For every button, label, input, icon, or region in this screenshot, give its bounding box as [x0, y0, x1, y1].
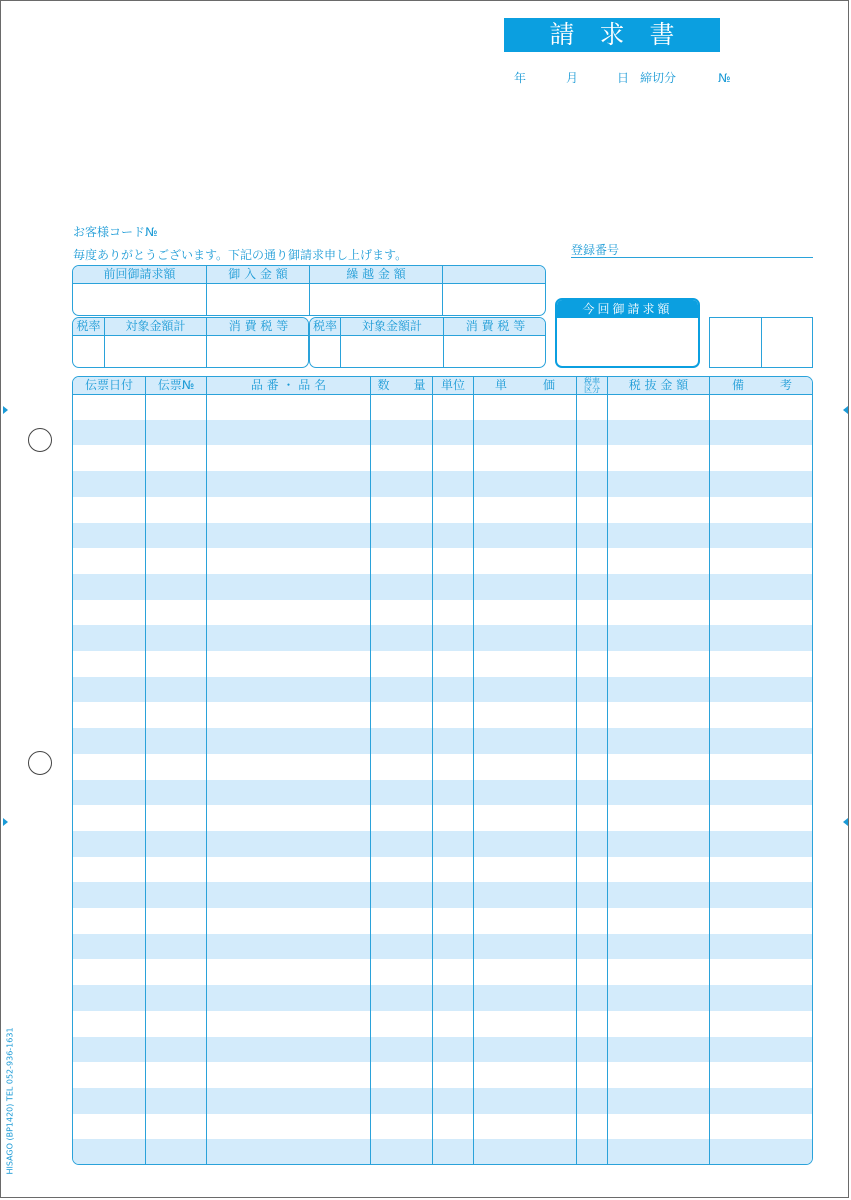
table-row-stripe [73, 882, 812, 908]
col-slip-date: 伝票日付 [84, 378, 133, 392]
tax-division-line1: 税率 [584, 377, 600, 386]
current-invoice-header: 今回御請求額 [557, 300, 698, 318]
fold-marker-right-bottom-icon [843, 818, 848, 826]
table-row-stripe [73, 677, 812, 703]
table-row-stripe [73, 934, 812, 960]
fold-marker-right-top-icon [843, 406, 848, 414]
previous-invoice-header: 前回御請求額 [103, 267, 176, 281]
line-items-table [72, 376, 813, 1165]
tax-rate-header-left: 税率 [76, 319, 101, 333]
consumption-tax-header-right: 消 費 税 等 [465, 319, 526, 333]
greeting-text: 毎度ありがとうございます。下記の通り御請求申し上げます。 [73, 248, 408, 262]
col-item-name: 品 番 ・ 品 名 [250, 378, 327, 392]
registration-number-line [571, 257, 813, 258]
tax-division-line2: 区分 [584, 385, 600, 394]
table-row-stripe [73, 420, 812, 446]
summary-blank-header [443, 266, 546, 283]
col-quantity: 数 量 [377, 378, 426, 392]
taxable-total-header-right: 対象金額計 [361, 319, 422, 333]
printer-imprint: HISAGO (BP1420) TEL 052-936-1631 [5, 1027, 15, 1175]
table-row-stripe [73, 831, 812, 857]
taxable-total-header-left: 対象金額計 [125, 319, 186, 333]
date-year-label: 年 [514, 71, 527, 85]
payment-received-header: 御 入 金 額 [228, 267, 288, 281]
table-row-stripe [73, 780, 812, 806]
stamp-boxes [709, 317, 813, 368]
col-tax-division [577, 378, 607, 394]
binder-hole-top [28, 428, 52, 452]
table-row-stripe [73, 985, 812, 1011]
binder-hole-bottom [28, 751, 52, 775]
fold-marker-left-top-icon [3, 406, 8, 414]
current-invoice-box [555, 298, 700, 368]
closing-label: 締切分 [640, 71, 677, 85]
invoice-title: 請 求 書 [504, 18, 720, 52]
table-row-stripe [73, 523, 812, 549]
summary-box [72, 265, 546, 316]
consumption-tax-header-left: 消 費 税 等 [228, 319, 289, 333]
col-unit-price: 単 価 [494, 378, 555, 392]
col-amount-excl-tax: 税 抜 金 額 [628, 378, 689, 392]
table-row-stripe [73, 728, 812, 754]
tax-box-left [72, 317, 309, 368]
table-row-stripe [73, 1139, 812, 1165]
carryover-header: 繰 越 金 額 [346, 267, 406, 281]
table-row-stripe [73, 1088, 812, 1114]
table-row-stripe [73, 625, 812, 651]
customer-code-label: お客様コード№ [73, 225, 158, 239]
fold-marker-left-bottom-icon [3, 818, 8, 826]
invoice-number-label: № [718, 71, 731, 85]
table-row-stripe [73, 574, 812, 600]
tax-rate-header-right: 税率 [312, 319, 337, 333]
table-row-stripe [73, 1037, 812, 1063]
registration-number-label: 登録番号 [571, 243, 620, 257]
col-unit: 単位 [440, 378, 465, 392]
col-slip-number: 伝票№ [157, 378, 195, 392]
col-remarks: 備 考 [731, 378, 792, 392]
table-body [73, 394, 812, 1164]
tax-box-right [309, 317, 546, 368]
date-month-label: 月 [566, 71, 579, 85]
date-day-label: 日 [617, 71, 630, 85]
table-row-stripe [73, 471, 812, 497]
